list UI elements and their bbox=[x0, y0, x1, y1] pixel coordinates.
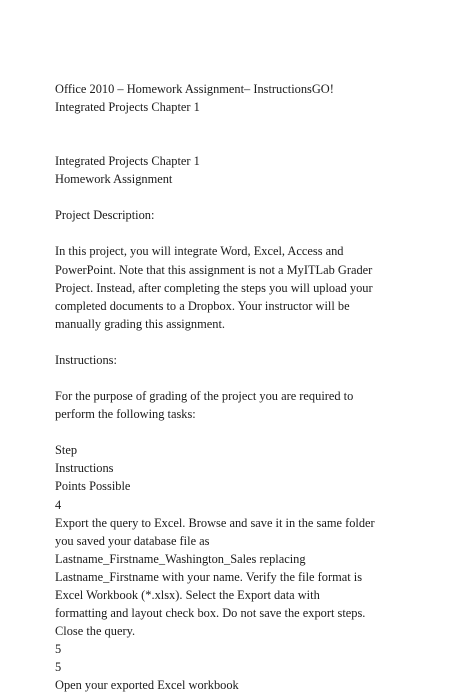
table-row-text: Close the query. bbox=[55, 624, 136, 639]
table-row-text: you saved your database file as bbox=[55, 533, 210, 548]
project-description-heading: Project Description: bbox=[55, 208, 155, 223]
spacer bbox=[55, 224, 433, 242]
spacer bbox=[55, 423, 433, 441]
title-line: Integrated Projects Chapter 1 bbox=[55, 154, 200, 169]
table-row-text: Lastname_Firstname with your name. Verify the file format is bbox=[55, 569, 363, 584]
instructions-line: For the purpose of grading of the project you are required to bbox=[55, 389, 354, 404]
instructions-heading: Instructions: bbox=[55, 352, 117, 367]
table-header-step: Step bbox=[55, 443, 78, 458]
table-row-text: Export the query to Excel. Browse and save it in the same folder bbox=[55, 515, 375, 530]
table-row-step: 4 bbox=[55, 497, 62, 512]
spacer bbox=[55, 116, 433, 152]
description-line: completed documents to a Dropbox. Your instructor will be bbox=[55, 298, 350, 313]
description-line: manually grading this assignment. bbox=[55, 316, 226, 331]
table-row-text: Open your exported Excel workbook bbox=[55, 678, 239, 693]
table-row-step: 5 bbox=[55, 660, 62, 675]
table-row-text: Lastname_Firstname_Washington_Sales replacing bbox=[55, 551, 306, 566]
table-row-text: formatting and layout check box. Do not save the export steps. bbox=[55, 606, 366, 621]
spacer bbox=[55, 188, 433, 206]
table-header-instructions: Instructions bbox=[55, 461, 114, 476]
spacer bbox=[55, 369, 433, 387]
description-line: PowerPoint. Note that this assignment is not a MyITLab Grader bbox=[55, 262, 373, 277]
table-row-text: Excel Workbook (*.xlsx). Select the Export data with bbox=[55, 587, 320, 602]
title-line: Homework Assignment bbox=[55, 172, 173, 187]
header-line: Office 2010 – Homework Assignment– InstructionsGO! bbox=[55, 82, 334, 96]
instructions-line: perform the following tasks: bbox=[55, 407, 196, 422]
table-header-points: Points Possible bbox=[55, 479, 131, 494]
description-line: Project. Instead, after completing the steps you will upload your bbox=[55, 280, 373, 295]
header-line: Integrated Projects Chapter 1 bbox=[55, 100, 200, 115]
description-line: In this project, you will integrate Word, Excel, Access and bbox=[55, 244, 344, 259]
table-row-points: 5 bbox=[55, 642, 62, 657]
spacer bbox=[55, 333, 433, 351]
